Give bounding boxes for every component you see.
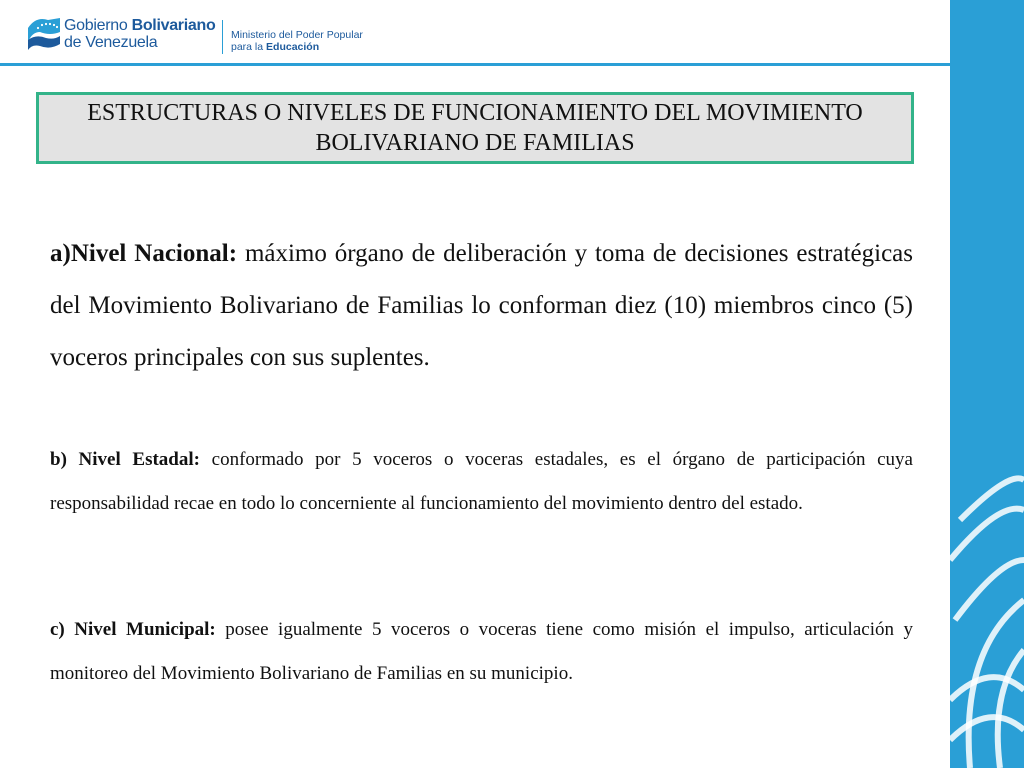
section-nacional xyxy=(50,228,913,384)
ministry-logo-text xyxy=(231,29,363,53)
gov-prefix: Gobierno xyxy=(64,17,128,34)
section-municipal xyxy=(50,608,913,696)
ministry-prefix: para la xyxy=(231,41,264,53)
gov-bold: Bolivariano xyxy=(131,17,216,34)
section-text: conformado por 5 voceros o voceras estadales, es el órgano de participación cuya responsabilidad recae en todo lo concerniente al funcionamiento del movimiento dentro del estado. xyxy=(50,449,913,514)
section-text: posee igualmente 5 voceros o voceras tiene como misión el impulso, articulación y monitoreo del Movimiento Bolivariano de Familias en su municipio. xyxy=(50,619,913,684)
section-label: c) Nivel Municipal: xyxy=(50,619,216,640)
government-logo-text xyxy=(64,17,215,51)
globe-lines-icon xyxy=(950,0,1024,768)
section-text: máximo órgano de deliberación y toma de decisiones estratégicas del Movimiento Bolivariano de Familias lo conforman diez (10) miembros cinco (5) voceros principales con sus suplentes. xyxy=(50,240,914,371)
title-box xyxy=(36,92,914,164)
header-divider xyxy=(0,63,950,66)
logo-separator xyxy=(222,20,223,54)
page-title: ESTRUCTURAS O NIVELES DE FUNCIONAMIENTO DEL MOVIMIENTO BOLIVARIANO DE FAMILIAS xyxy=(87,100,863,156)
ministry-line1: Ministerio del Poder Popular xyxy=(231,29,363,41)
gov-line2: de Venezuela xyxy=(64,34,158,51)
section-label: b) Nivel Estadal: xyxy=(50,449,200,470)
section-estadal xyxy=(50,438,913,526)
decorative-side-band xyxy=(950,0,1024,768)
section-label: a)Nivel Nacional: xyxy=(50,240,238,267)
header xyxy=(0,0,950,72)
venezuela-flag-logo-icon xyxy=(26,14,62,54)
ministry-bold: Educación xyxy=(266,41,320,53)
